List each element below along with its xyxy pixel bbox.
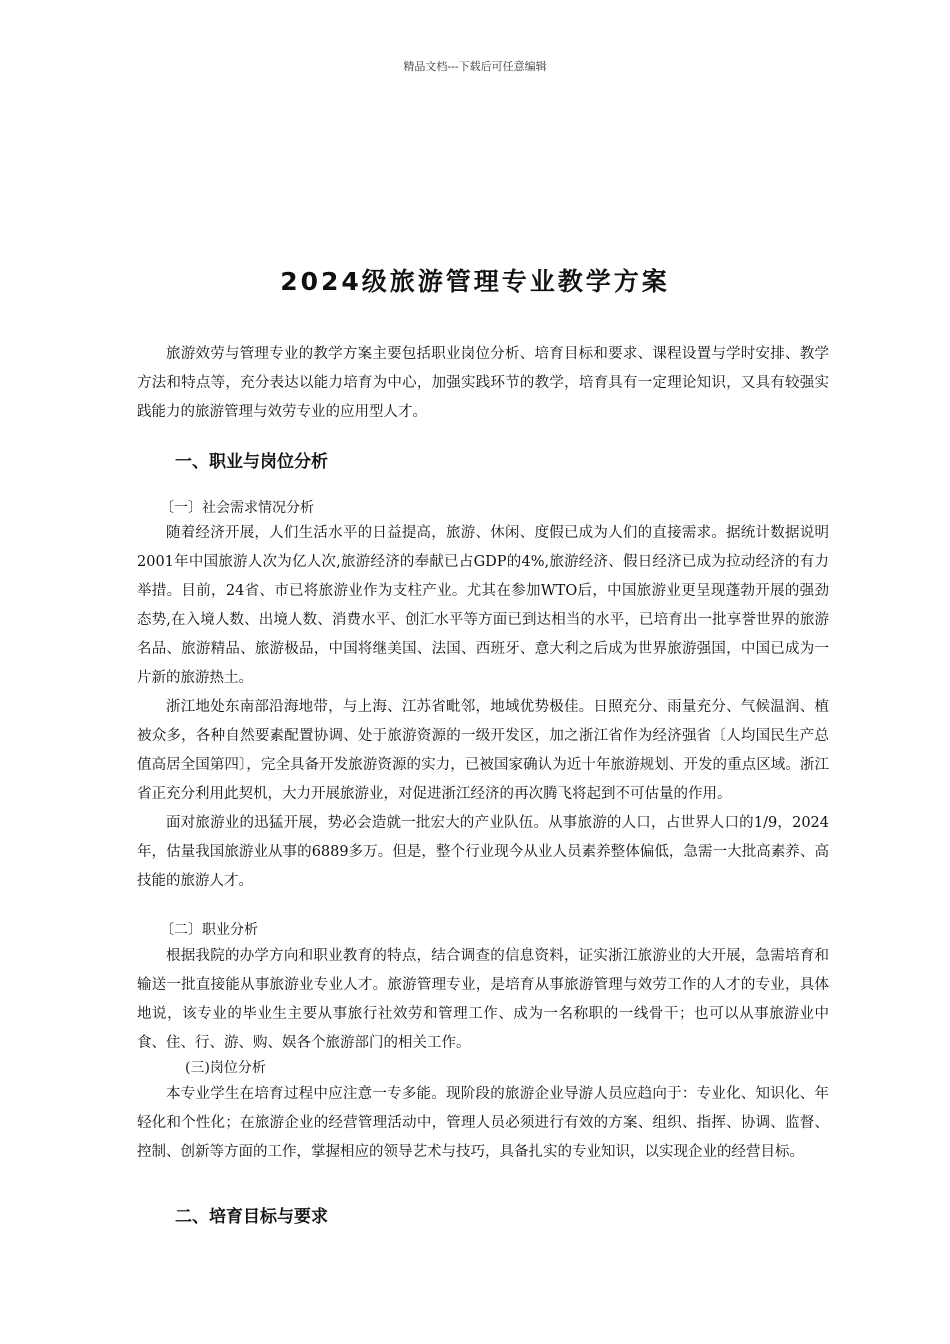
paragraph-occupation: 根据我院的办学方向和职业教育的特点，结合调查的信息资料，证实浙江旅游业的大开展，急需培育和输送一批直接能从事旅游业专业人才。旅游管理专业，是培育从事旅游管理与效劳工作的人才的专业，具体地说，该专业的毕业生主要从事旅行社效劳和管理工作、成为一名称职的一线骨干；也可以从事旅游业中食、住、行、游、购、娱各个旅游部门的相关工作。 [137,948,829,1051]
subsection2-body [137,942,829,1058]
page-header: 精品文档---下载后可任意编辑 [403,60,547,73]
subsection3-title: (三)岗位分析 [185,1060,266,1076]
paragraph-position: 本专业学生在培育过程中应注意一专多能。现阶段的旅游企业导游人员应趋向于：专业化、知识化、年轻化和个性化；在旅游企业的经营管理活动中，管理人员必须进行有效的方案、组织、指挥、协调、监督、控制、创新等方面的工作，掌握相应的领导艺术与技巧，具备扎实的专业知识，以实现企业的经营目标。 [137,1086,829,1160]
intro-paragraph: 旅游效劳与管理专业的教学方案主要包括职业岗位分析、培育目标和要求、课程设置与学时安排、教学方法和特点等，充分表达以能力培育为中心，加强实践环节的教学，培育具有一定理论知识，又具有较强实践能力的旅游管理与效劳专业的应用型人才。 [137,346,829,420]
subsection1-body [137,519,829,896]
paragraph-social-demand-1: 随着经济开展，人们生活水平的日益提高，旅游、休闲、度假已成为人们的直接需求。据统计数据说明2001年中国旅游人次为亿人次,旅游经济的奉献已占GDP的4%,旅游经济、假日经济已成为拉动经济的有力举措。目前，24省、市已将旅游业作为支柱产业。尤其在参加WTO后，中国旅游业更呈现蓬勃开展的强劲态势,在入境人数、出境人数、消费水平、创汇水平等方面已到达相当的水平，已培育出一批享誉世界的旅游名品、旅游精品、旅游极品，中国将继美国、法国、西班牙、意大利之后成为世界旅游强国，中国已成为一片新的旅游热土。 [137,525,829,686]
subsection1-title: 〔一〕社会需求情况分析 [160,500,314,516]
subsection3-body [137,1080,829,1167]
paragraph-social-demand-2: 浙江地处东南部沿海地带，与上海、江苏省毗邻，地域优势极佳。日照充分、雨量充分、气候温润、植被众多，各种自然要素配置协调、处于旅游资源的一级开发区，加之浙江省作为经济强省〔人均国民生产总值高居全国第四〕，完全具备开发旅游资源的实力，已被国家确认为近十年旅游规划、开发的重点区域。浙江省正充分利用此契机，大力开展旅游业，对促进浙江经济的再次腾飞将起到不可估量的作用。 [137,699,829,802]
subsection2-title: 〔二〕职业分析 [160,922,258,938]
paragraph-social-demand-3: 面对旅游业的迅猛开展，势必会造就一批宏大的产业队伍。从事旅游的人口，占世界人口的1/9，2024年，估量我国旅游业从事的6889多万。但是，整个行业现今从业人员素养整体偏低，急需一大批高素养、高技能的旅游人才。 [137,815,829,889]
intro-block [137,340,829,427]
section1-heading: 一、职业与岗位分析 [175,452,328,472]
document-title: 2024级旅游管理专业教学方案 [280,267,670,296]
section2-heading: 二、培育目标与要求 [175,1207,328,1227]
